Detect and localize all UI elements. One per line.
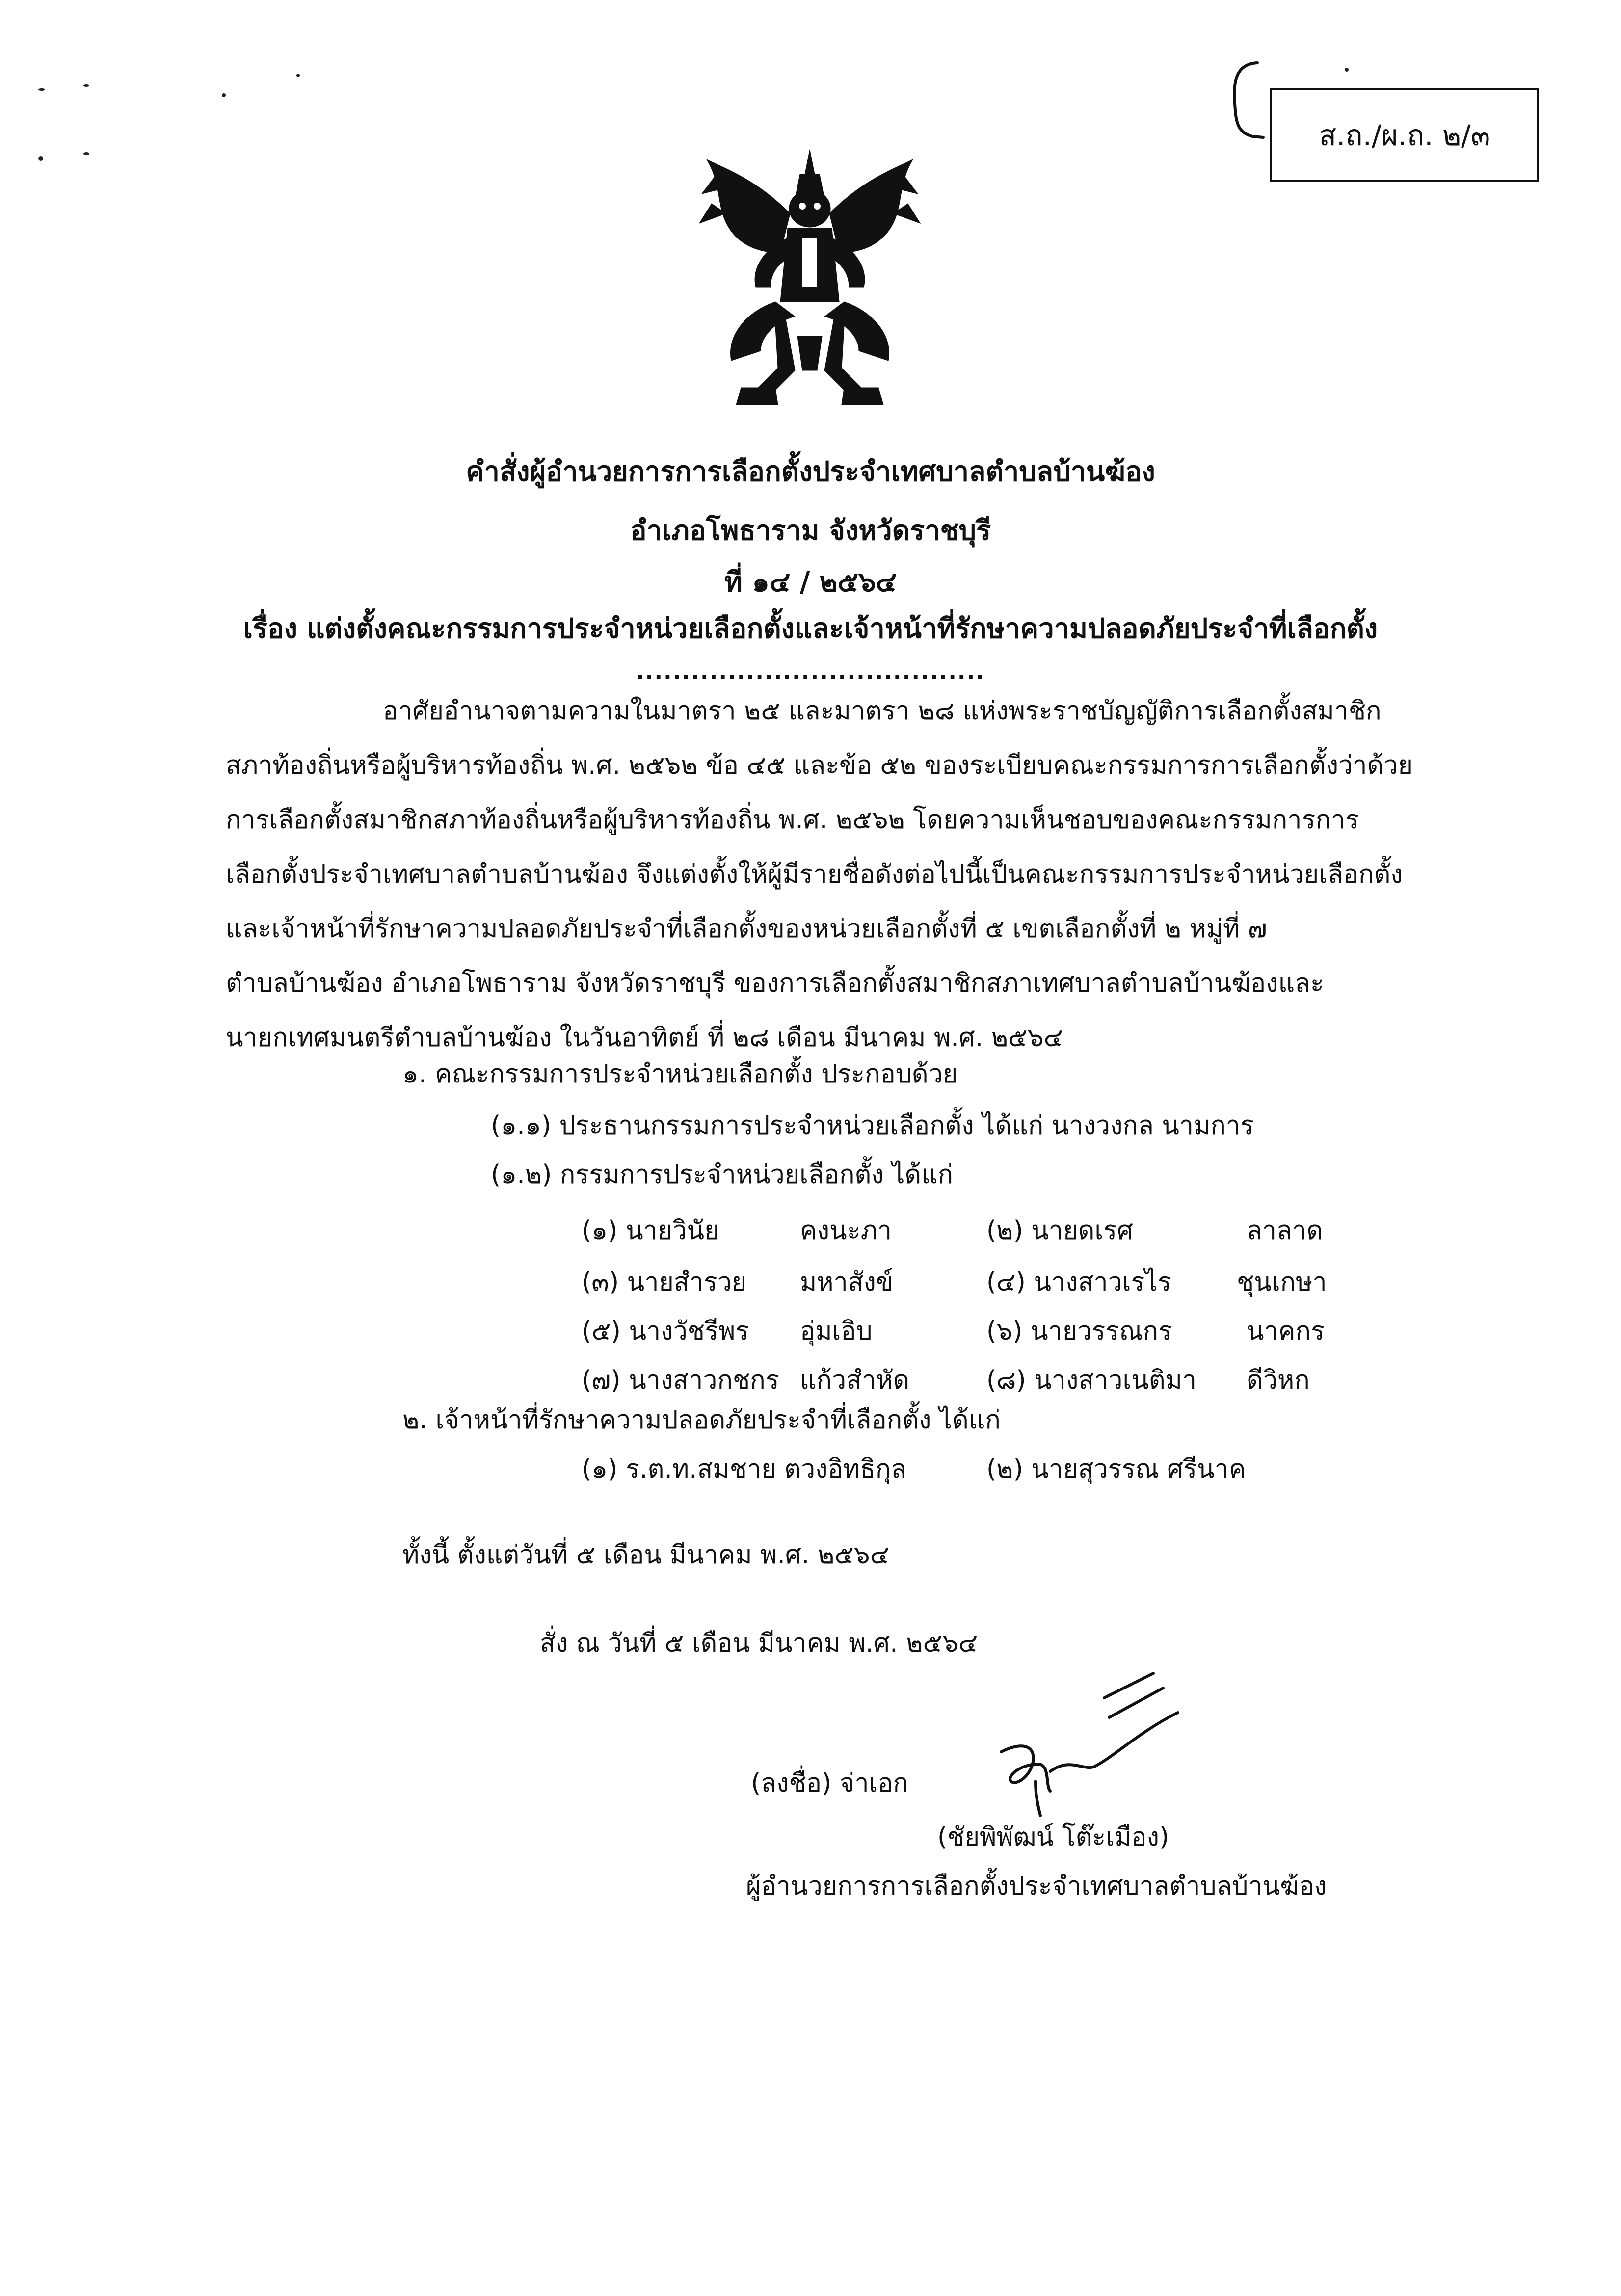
section2-heading: ๒. เจ้าหน้าที่รักษาความปลอดภัยประจำที่เลือกตั้ง ได้แก่ bbox=[402, 1405, 1001, 1435]
scan-speck bbox=[1345, 68, 1349, 72]
member-name: (๔) นางสาวเรไร bbox=[986, 1267, 1171, 1297]
member-surname: ลาลาด bbox=[1247, 1216, 1323, 1245]
handwritten-bracket-mark bbox=[1223, 59, 1267, 142]
member-name: (๓) นายสำรวย bbox=[582, 1267, 747, 1297]
scan-speck bbox=[83, 152, 89, 155]
chairperson-line: (๑.๑) ประธานกรรมการประจำหน่วยเลือกตั้ง ได้แก่ นางวงกล นามการ bbox=[491, 1111, 1254, 1140]
body-line: และเจ้าหน้าที่รักษาความปลอดภัยประจำที่เลือกตั้งของหน่วยเลือกตั้งที่ ๕ เขตเลือกตั้งที่ ๒ หมู่ที่ ๗ bbox=[226, 914, 1267, 944]
member-surname: ชุนเกษา bbox=[1237, 1267, 1327, 1297]
handwritten-signature bbox=[991, 1659, 1247, 1825]
member-surname: มหาสังข์ bbox=[800, 1267, 894, 1297]
scan-speck bbox=[83, 84, 89, 87]
body-line: ตำบลบ้านฆ้อง อำเภอโพธาราม จังหวัดราชบุรี ของการเลือกตั้งสมาชิกสภาเทศบาลตำบลบ้านฆ้องและ bbox=[226, 969, 1324, 998]
member-name: (๗) นางสาวกชกร bbox=[582, 1366, 779, 1395]
dotted-separator: ...................................... bbox=[636, 660, 985, 685]
member-name: (๒) นายดเรศ bbox=[986, 1216, 1134, 1245]
member-surname: คงนะภา bbox=[800, 1216, 892, 1245]
body-line: การเลือกตั้งสมาชิกสภาท้องถิ่นหรือผู้บริหารท้องถิ่น พ.ศ. ๒๕๖๒ โดยความเห็นชอบของคณะกรรมการการ bbox=[226, 805, 1359, 835]
scan-speck bbox=[38, 156, 43, 161]
body-line: สภาท้องถิ่นหรือผู้บริหารท้องถิ่น พ.ศ. ๒๕๖๒ ข้อ ๔๕ และข้อ ๕๒ ของระเบียบคณะกรรมการการเลือกตั้งว่าด้วย bbox=[226, 751, 1413, 780]
garuda-emblem-icon bbox=[697, 140, 923, 415]
form-code: ส.ถ./ผ.ถ. ๒/๓ bbox=[1319, 118, 1490, 152]
scan-speck bbox=[296, 74, 300, 77]
order-title: คำสั่งผู้อำนวยการการเลือกตั้งประจำเทศบาลตำบลบ้านฆ้อง bbox=[466, 456, 1155, 488]
security-officer: (๒) นายสุวรรณ ศรีนาค bbox=[986, 1454, 1246, 1484]
member-name: (๕) นางวัชรีพร bbox=[582, 1317, 749, 1346]
body-line: อาศัยอำนาจตามความในมาตรา ๒๕ และมาตรา ๒๘ แห่งพระราชบัญญัติการเลือกตั้งสมาชิก bbox=[383, 696, 1382, 726]
form-code-box bbox=[1270, 88, 1539, 182]
member-name: (๘) นางสาวเนติมา bbox=[986, 1366, 1197, 1395]
security-officer: (๑) ร.ต.ท.สมชาย ตวงอิทธิกุล bbox=[582, 1454, 907, 1484]
signed-label: (ลงชื่อ) จ่าเอก bbox=[751, 1768, 909, 1798]
signer-position: ผู้อำนวยการการเลือกตั้งประจำเทศบาลตำบลบ้านฆ้อง bbox=[746, 1872, 1327, 1901]
order-body-paragraph bbox=[226, 697, 1492, 1078]
order-subject: เรื่อง แต่งตั้งคณะกรรมการประจำหน่วยเลือกตั้งและเจ้าหน้าที่รักษาความปลอดภัยประจำที่เลือกตั้ง bbox=[243, 613, 1378, 645]
signer-name: (ชัยพิพัฒน์ โต๊ะเมือง) bbox=[937, 1822, 1169, 1852]
member-name: (๑) นายวินัย bbox=[582, 1216, 719, 1245]
effective-date: ทั้งนี้ ตั้งแต่วันที่ ๕ เดือน มีนาคม พ.ศ. ๒๕๖๔ bbox=[402, 1540, 889, 1570]
member-surname: นาคกร bbox=[1247, 1317, 1325, 1346]
scan-speck bbox=[38, 88, 45, 91]
body-line: เลือกตั้งประจำเทศบาลตำบลบ้านฆ้อง จึงแต่งตั้งให้ผู้มีรายชื่อดังต่อไปนี้เป็นคณะกรรมการประจำหน่วยเลือกตั้ง bbox=[226, 860, 1403, 889]
member-name: (๖) นายวรรณกร bbox=[986, 1317, 1172, 1346]
section1-heading: ๑. คณะกรรมการประจำหน่วยเลือกตั้ง ประกอบด้วย bbox=[402, 1059, 958, 1089]
member-surname: แก้วสำหัด bbox=[800, 1366, 910, 1395]
order-location: อำเภอโพธาราม จังหวัดราชบุรี bbox=[630, 515, 991, 547]
member-surname: ดีวิหก bbox=[1247, 1366, 1310, 1395]
scan-speck bbox=[222, 93, 226, 97]
member-surname: อุ่มเอิบ bbox=[800, 1317, 873, 1346]
members-heading: (๑.๒) กรรมการประจำหน่วยเลือกตั้ง ได้แก่ bbox=[491, 1160, 954, 1189]
order-date: สั่ง ณ วันที่ ๕ เดือน มีนาคม พ.ศ. ๒๕๖๔ bbox=[540, 1629, 978, 1658]
body-line: นายกเทศมนตรีตำบลบ้านฆ้อง ในวันอาทิตย์ ที่ ๒๘ เดือน มีนาคม พ.ศ. ๒๕๖๔ bbox=[226, 1023, 1063, 1053]
order-number: ที่ ๑๔ / ๒๕๖๔ bbox=[724, 566, 897, 598]
